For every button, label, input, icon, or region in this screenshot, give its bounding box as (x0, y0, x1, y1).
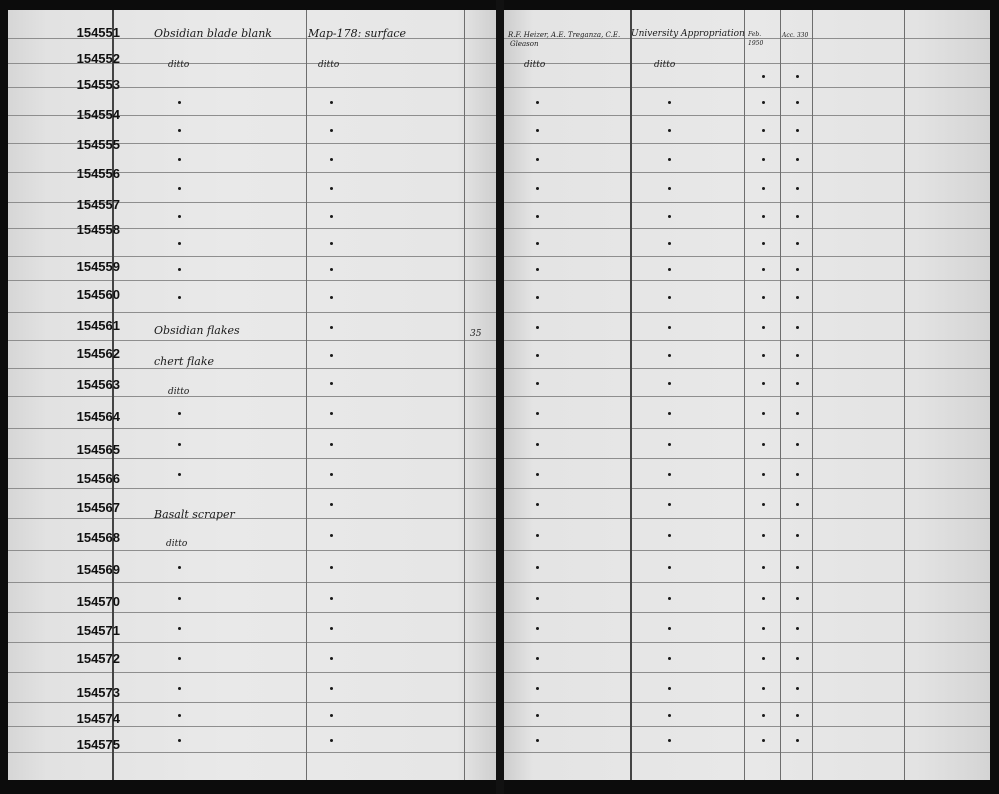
row-rule (504, 672, 990, 673)
ditto-tick (796, 101, 799, 104)
ditto-tick (330, 714, 333, 717)
ditto-tick (668, 382, 671, 385)
column-rule (744, 10, 745, 780)
ditto-tick (178, 443, 181, 446)
handwritten-accession: Acc. 330 (782, 32, 809, 39)
row-rule (504, 550, 990, 551)
row-rule (504, 280, 990, 281)
ditto-tick (178, 739, 181, 742)
catalog-number: 154560 (76, 287, 120, 302)
ditto-tick (796, 443, 799, 446)
ditto-tick (536, 187, 539, 190)
ditto-tick (668, 627, 671, 630)
row-rule (504, 340, 990, 341)
catalog-number: 154565 (76, 442, 120, 457)
ditto-tick (762, 503, 765, 506)
ditto-tick (536, 657, 539, 660)
ditto-tick (330, 187, 333, 190)
ditto-tick (668, 129, 671, 132)
ditto-tick (796, 75, 799, 78)
catalog-number: 154556 (76, 166, 120, 181)
catalog-number: 154567 (76, 500, 120, 515)
ditto-tick (668, 296, 671, 299)
ditto-tick (762, 354, 765, 357)
catalog-number: 154574 (76, 711, 120, 726)
handwritten-ditto: ditto (654, 60, 676, 70)
ditto-tick (178, 657, 181, 660)
ditto-tick (178, 566, 181, 569)
handwritten-locality: Map-178: surface (308, 27, 407, 40)
ditto-tick (762, 534, 765, 537)
ledger-right-page (504, 10, 990, 780)
ditto-tick (330, 739, 333, 742)
ditto-tick (536, 503, 539, 506)
ditto-tick (668, 566, 671, 569)
ditto-tick (668, 187, 671, 190)
ditto-tick (762, 473, 765, 476)
row-rule (504, 368, 990, 369)
ditto-tick (668, 326, 671, 329)
row-rule (8, 340, 496, 341)
row-rule (8, 672, 496, 673)
row-rule (504, 702, 990, 703)
ditto-tick (796, 566, 799, 569)
catalog-number: 154561 (76, 318, 120, 333)
ditto-tick (668, 657, 671, 660)
ditto-tick (668, 714, 671, 717)
row-rule (504, 518, 990, 519)
row-rule (504, 228, 990, 229)
ditto-tick (536, 473, 539, 476)
ditto-tick (762, 268, 765, 271)
row-rule (504, 428, 990, 429)
ditto-tick (762, 296, 765, 299)
ditto-tick (762, 687, 765, 690)
handwritten-description: Obsidian flakes (154, 324, 240, 337)
column-rule (630, 10, 632, 780)
handwritten-source: University Appropriation (631, 29, 745, 39)
ditto-tick (762, 627, 765, 630)
ditto-tick (178, 627, 181, 630)
handwritten-collector: R.F. Heizer, A.E. Treganza, C.E. (508, 31, 621, 39)
ditto-tick (796, 412, 799, 415)
catalog-number: 154558 (76, 222, 120, 237)
ditto-tick (762, 242, 765, 245)
ditto-tick (536, 534, 539, 537)
ditto-tick (796, 326, 799, 329)
ditto-tick (330, 129, 333, 132)
catalog-number: 154563 (76, 377, 120, 392)
ditto-tick (536, 714, 539, 717)
row-rule (8, 368, 496, 369)
ditto-tick (536, 566, 539, 569)
ditto-tick (330, 215, 333, 218)
ditto-tick (796, 296, 799, 299)
catalog-number: 154571 (76, 623, 120, 638)
column-rule (464, 10, 465, 780)
ditto-tick (668, 158, 671, 161)
ditto-tick (796, 597, 799, 600)
catalog-number: 154569 (76, 562, 120, 577)
ditto-tick (796, 534, 799, 537)
ditto-tick (536, 129, 539, 132)
ditto-tick (178, 268, 181, 271)
handwritten-count: 35 (470, 329, 482, 339)
ditto-tick (796, 382, 799, 385)
ditto-tick (762, 566, 765, 569)
ditto-tick (762, 129, 765, 132)
ditto-tick (762, 187, 765, 190)
catalog-number: 154555 (76, 137, 120, 152)
ditto-tick (178, 597, 181, 600)
ditto-tick (762, 382, 765, 385)
ditto-tick (762, 75, 765, 78)
handwritten-description: Basalt scraper (154, 508, 235, 521)
ditto-tick (536, 687, 539, 690)
row-rule (504, 172, 990, 173)
catalog-number: 154564 (76, 409, 120, 424)
ditto-tick (762, 714, 765, 717)
ditto-tick (330, 101, 333, 104)
ditto-tick (796, 187, 799, 190)
row-rule (504, 396, 990, 397)
ditto-tick (762, 326, 765, 329)
catalog-number: 154566 (76, 471, 120, 486)
ditto-tick (762, 158, 765, 161)
ditto-tick (536, 382, 539, 385)
ditto-tick (796, 158, 799, 161)
row-rule (504, 115, 990, 116)
ditto-tick (668, 354, 671, 357)
row-rule (8, 312, 496, 313)
catalog-number: 154570 (76, 594, 120, 609)
ditto-tick (668, 412, 671, 415)
ditto-tick (330, 627, 333, 630)
handwritten-ditto: ditto (168, 60, 190, 70)
row-rule (8, 396, 496, 397)
ditto-tick (536, 597, 539, 600)
ditto-tick (330, 158, 333, 161)
row-rule (8, 256, 496, 257)
handwritten-ditto: ditto (524, 60, 546, 70)
handwritten-date: Feb. (748, 31, 762, 38)
catalog-number: 154553 (76, 77, 120, 92)
ditto-tick (536, 354, 539, 357)
ditto-tick (330, 326, 333, 329)
ditto-tick (762, 597, 765, 600)
ditto-tick (762, 443, 765, 446)
ditto-tick (796, 354, 799, 357)
ditto-tick (330, 597, 333, 600)
catalog-number: 154552 (76, 51, 120, 66)
ditto-tick (796, 503, 799, 506)
ledger-left-page (8, 10, 496, 780)
ditto-tick (536, 215, 539, 218)
right-page-rules (504, 10, 990, 780)
catalog-number: 154554 (76, 107, 120, 122)
column-rule (904, 10, 905, 780)
ditto-tick (178, 187, 181, 190)
catalog-number: 154559 (76, 259, 120, 274)
row-rule (504, 87, 990, 88)
column-rule (780, 10, 781, 780)
ditto-tick (762, 657, 765, 660)
catalog-number: 154573 (76, 685, 120, 700)
ditto-tick (762, 739, 765, 742)
ditto-tick (796, 473, 799, 476)
ditto-tick (668, 597, 671, 600)
ditto-tick (330, 354, 333, 357)
ditto-tick (796, 215, 799, 218)
ditto-tick (330, 566, 333, 569)
catalog-number: 154575 (76, 737, 120, 752)
ditto-tick (536, 242, 539, 245)
ditto-tick (536, 101, 539, 104)
row-rule (504, 256, 990, 257)
ditto-tick (178, 473, 181, 476)
ditto-tick (762, 101, 765, 104)
row-rule (8, 428, 496, 429)
row-rule (504, 63, 990, 64)
column-rule (306, 10, 307, 780)
row-rule (504, 143, 990, 144)
handwritten-description: chert flake (154, 355, 215, 368)
ditto-tick (330, 443, 333, 446)
row-rule (8, 642, 496, 643)
row-rule (8, 726, 496, 727)
ditto-tick (330, 534, 333, 537)
ditto-tick (796, 129, 799, 132)
ditto-tick (796, 657, 799, 660)
ditto-tick (178, 101, 181, 104)
ditto-tick (536, 739, 539, 742)
ditto-tick (536, 443, 539, 446)
row-rule (504, 202, 990, 203)
ditto-tick (536, 627, 539, 630)
row-rule (8, 280, 496, 281)
handwritten-ditto: ditto (168, 387, 190, 397)
row-rule (504, 312, 990, 313)
ditto-tick (330, 473, 333, 476)
row-rule (504, 752, 990, 753)
ditto-tick (796, 242, 799, 245)
ditto-tick (762, 412, 765, 415)
catalog-number: 154572 (76, 651, 120, 666)
ditto-tick (178, 129, 181, 132)
ditto-tick (668, 473, 671, 476)
ditto-tick (668, 503, 671, 506)
row-rule (8, 458, 496, 459)
catalog-number: 154562 (76, 346, 120, 361)
row-rule (8, 752, 496, 753)
row-rule (504, 726, 990, 727)
ditto-tick (762, 215, 765, 218)
ditto-tick (668, 242, 671, 245)
ditto-tick (668, 268, 671, 271)
ditto-tick (330, 687, 333, 690)
ditto-tick (536, 158, 539, 161)
handwritten-description: Obsidian blade blank (154, 27, 272, 40)
ditto-tick (330, 296, 333, 299)
ditto-tick (178, 215, 181, 218)
ditto-tick (330, 382, 333, 385)
ditto-tick (796, 627, 799, 630)
handwritten-date-year: 1950 (748, 40, 764, 47)
ditto-tick (668, 215, 671, 218)
row-rule (8, 612, 496, 613)
handwritten-collector-continued: Gleason (510, 40, 539, 48)
ditto-tick (536, 326, 539, 329)
row-rule (8, 518, 496, 519)
ditto-tick (536, 412, 539, 415)
row-rule (504, 582, 990, 583)
ditto-tick (330, 657, 333, 660)
catalog-number: 154551 (76, 25, 120, 40)
row-rule (504, 612, 990, 613)
ditto-tick (330, 412, 333, 415)
row-rule (504, 488, 990, 489)
ditto-tick (796, 687, 799, 690)
catalog-number: 154557 (76, 197, 120, 212)
ditto-tick (178, 412, 181, 415)
ditto-tick (668, 687, 671, 690)
binding-gutter (496, 0, 504, 794)
ditto-tick (330, 242, 333, 245)
ditto-tick (178, 296, 181, 299)
ditto-tick (668, 443, 671, 446)
row-rule (8, 550, 496, 551)
ditto-tick (536, 268, 539, 271)
ditto-tick (178, 158, 181, 161)
ditto-tick (178, 714, 181, 717)
ditto-tick (796, 268, 799, 271)
catalog-number: 154568 (76, 530, 120, 545)
handwritten-ditto: ditto (166, 539, 188, 549)
ditto-tick (796, 739, 799, 742)
row-rule (8, 488, 496, 489)
ditto-tick (330, 503, 333, 506)
ditto-tick (668, 739, 671, 742)
row-rule (8, 702, 496, 703)
row-rule (8, 582, 496, 583)
ditto-tick (178, 242, 181, 245)
ditto-tick (178, 687, 181, 690)
column-rule (812, 10, 813, 780)
ditto-tick (796, 714, 799, 717)
handwritten-ditto: ditto (318, 60, 340, 70)
ditto-tick (330, 268, 333, 271)
row-rule (504, 458, 990, 459)
ditto-tick (668, 534, 671, 537)
ditto-tick (668, 101, 671, 104)
ditto-tick (536, 296, 539, 299)
row-rule (504, 642, 990, 643)
